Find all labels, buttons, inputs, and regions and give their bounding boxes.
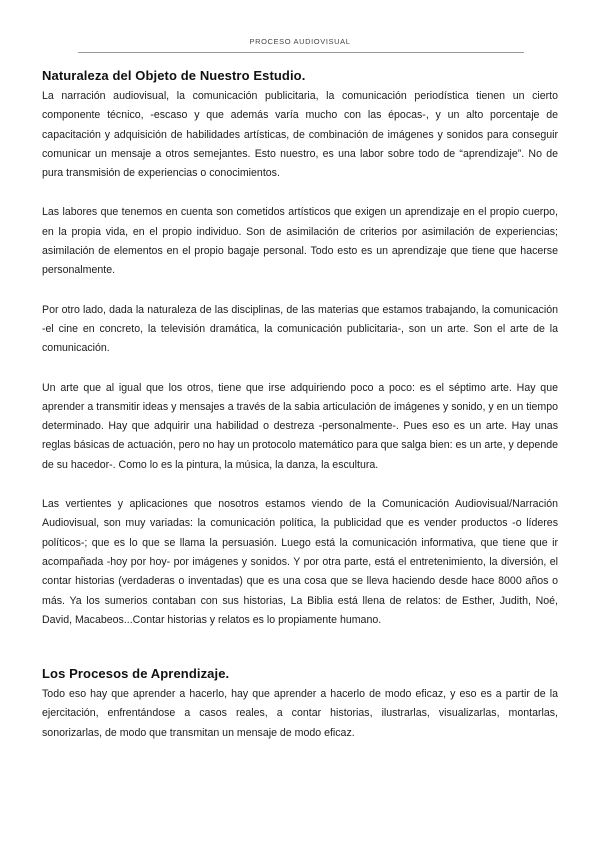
document-body <box>42 68 558 763</box>
header-divider <box>78 52 524 53</box>
paragraph: Un arte que al igual que los otros, tiene que irse adquiriendo poco a poco: es el séptimo arte. Hay que aprender a transmitir ideas y mensajes a través de la sabia articulación de imágenes y sonido, y en un tiempo determinado. Hay que adquirir una habilidad o destreza -personalmente-. Pues eso es un arte. Hay unas reglas básicas de actuación, pero no hay un protocolo matemático para que salga bien: es un arte, y depende de su hacedor-. Como lo es la pintura, la música, la danza, la escultura. <box>42 381 558 471</box>
section-spacer <box>42 650 558 666</box>
paragraph: Todo eso hay que aprender a hacerlo, hay que aprender a hacerlo de modo eficaz, y eso es a partir de la ejercitación, enfrentándose a casos reales, a contar historias, ilustrarlas, visualizarlas, montarlas, sonorizarlas, de modo que transmitan un mensaje de modo eficaz. <box>42 688 558 739</box>
section-heading: Los Procesos de Aprendizaje. <box>42 666 230 682</box>
section-heading: Naturaleza del Objeto de Nuestro Estudio. <box>42 68 306 83</box>
section-naturaleza <box>42 68 558 630</box>
section-procesos <box>42 666 558 743</box>
paragraph: La narración audiovisual, la comunicación publicitaria, la comunicación periodística tienen un cierto componente técnico, -escaso y que además varía mucho con las épocas-, y un alto porcentaje de capacitación y adquisición de habilidades artísticas, de combinación de imágenes y sonidos para conseguir comunicar un mensaje a otros semejantes. Esto nuestro, es una labor sobre todo de “aprendizaje”. No de pura transmisión de experiencias o conocimientos. <box>42 90 558 180</box>
paragraph: Las labores que tenemos en cuenta son cometidos artísticos que exigen un aprendizaje en el propio cuerpo, en la propia vida, en el propio individuo. Son de asimilación de criterios por asimilación de experiencias; asimilación de elementos en el propio bagaje personal. Todo esto es un aprendizaje que tiene que hacerse personalmente. <box>42 206 558 277</box>
paragraph: Las vertientes y aplicaciones que nosotros estamos viendo de la Comunicación Audiovisual/Narración Audiovisual, son muy variadas: la comunicación política, la publicidad que es vender productos -o líderes políticos-; que es lo que se llama la persuasión. Luego está la comunicación informativa, que tiene que ir acompañada -hoy por hoy- por imágenes y sonidos. Y por otra parte, está el entretenimiento, la diversión, el contar historias (verdaderas o inventadas) que es una cosa que se lleva haciendo desde hace 8000 años o más. Ya los sumerios contaban con sus historias, La Biblia está llena de relatos: de Esther, Judith, Noé, David, Macabeos...Contar historias y relatos es lo propiamente humano. <box>42 498 558 626</box>
running-header: PROCESO AUDIOVISUAL <box>249 37 351 46</box>
paragraph: Por otro lado, dada la naturaleza de las disciplinas, de las materias que estamos trabajando, la comunicación -el cine en concreto, la televisión dramática, la comunicación publicitaria-, son un arte. Son el arte de la comunicación. <box>42 303 558 355</box>
